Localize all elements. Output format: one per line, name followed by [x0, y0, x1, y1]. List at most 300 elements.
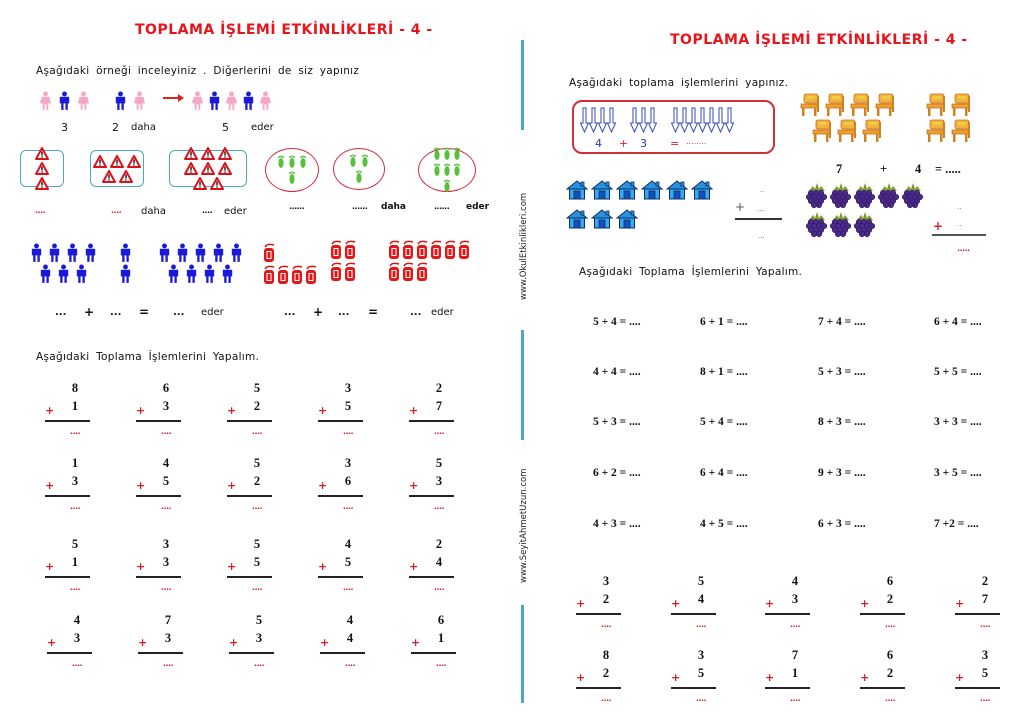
boy-figure-icon	[83, 243, 98, 262]
addend-bottom: 3	[164, 631, 172, 645]
answer-blank[interactable]: ....	[433, 427, 445, 436]
houses-sum-line	[735, 218, 782, 220]
answer-blank[interactable]: ....	[69, 427, 81, 436]
right-instruction-1: Aşağıdaki toplama işlemlerini yapınız.	[569, 77, 789, 89]
addend-bottom: 2	[886, 666, 894, 680]
answer-blank[interactable]: ....	[160, 583, 172, 592]
chair-icon	[836, 119, 858, 143]
arrow-group	[671, 107, 734, 133]
footprint-icon	[361, 154, 369, 169]
vertical-addition-problem	[136, 381, 196, 447]
addend-bottom: 1	[791, 666, 799, 680]
houses-group	[566, 180, 716, 229]
sum-line	[318, 495, 363, 497]
plus-sign: +	[955, 597, 965, 610]
example-group-2	[113, 91, 147, 110]
plus-sign: +	[227, 404, 237, 417]
answer-blank[interactable]: ....	[884, 620, 896, 629]
footprint-eder: eder	[466, 202, 490, 212]
arrow-box-plus: +	[619, 137, 629, 150]
answer-blank[interactable]: ....	[695, 620, 707, 629]
warning-triangle-icon	[184, 162, 198, 175]
people-group-3	[155, 243, 245, 283]
down-arrow-icon	[716, 107, 725, 133]
addend-top: 2	[435, 381, 443, 395]
people-blank-sum[interactable]: ...	[173, 307, 185, 318]
answer-blank[interactable]: ....	[979, 620, 991, 629]
addend-top: 3	[344, 456, 352, 470]
down-arrow-icon	[598, 107, 607, 133]
boy-figure-icon	[118, 264, 133, 283]
extinguisher-group-2	[330, 240, 366, 282]
horizontal-addition-problem[interactable]: 5 + 3 = ....	[593, 416, 641, 428]
right-instruction-2: Aşağıdaki Toplama İşlemlerini Yapalım.	[579, 266, 803, 278]
chairs-b: 4	[915, 162, 922, 176]
down-arrow-icon	[689, 107, 698, 133]
warning-triangle-icon	[210, 177, 224, 190]
warning-triangle-icon	[193, 177, 207, 190]
arrow-box-equals: =	[670, 137, 680, 150]
boy-figure-icon	[175, 243, 190, 262]
addend-top: 1	[71, 456, 79, 470]
down-arrow-icon	[680, 107, 689, 133]
side-text-seyitahmetuzun: www.SeyitAhmetUzun.com	[519, 468, 529, 583]
answer-blank[interactable]: ....	[435, 659, 447, 668]
chair-icon	[950, 93, 972, 117]
answer-blank[interactable]: ....	[884, 694, 896, 703]
warning-triangle-icon	[184, 147, 198, 160]
horizontal-addition-problem[interactable]: 4 + 4 = ....	[593, 366, 641, 378]
addend-top: 4	[791, 574, 799, 588]
footprint-icon	[443, 147, 451, 162]
answer-blank[interactable]: ....	[342, 502, 354, 511]
horizontal-addition-problem[interactable]: 8 + 1 = ....	[700, 366, 748, 378]
house-icon	[666, 180, 688, 200]
vertical-addition-problem	[45, 456, 105, 522]
footprint-icon	[288, 155, 296, 170]
horizontal-addition-problem[interactable]: 6 + 4 = ....	[700, 467, 748, 479]
down-arrow-icon	[607, 107, 616, 133]
warning-eder: eder	[224, 206, 247, 217]
plus-sign: +	[409, 404, 419, 417]
horizontal-addition-problem[interactable]: 5 + 4 = ....	[593, 316, 641, 328]
boy-figure-icon	[202, 264, 217, 283]
sum-line	[320, 652, 365, 654]
left-page-title: TOPLAMA İŞLEMİ ETKİNLİKLERİ - 4 -	[135, 22, 433, 38]
chair-icon	[824, 93, 846, 117]
left-instruction-2: Aşağıdaki Toplama İşlemlerini Yapalım.	[36, 351, 260, 363]
addend-top: 6	[886, 574, 894, 588]
arrow-box-b: 3	[640, 137, 647, 150]
page-divider-top	[521, 40, 524, 130]
vertical-addition-problem	[318, 456, 378, 522]
sum-line	[229, 652, 274, 654]
extinguisher-blank-b[interactable]: ...	[338, 307, 350, 318]
sum-line	[318, 576, 363, 578]
plus-sign: +	[45, 404, 55, 417]
footprint-ellipse-1	[265, 148, 319, 192]
addend-top: 4	[73, 613, 81, 627]
footprint-blank-sum[interactable]: ......	[434, 202, 450, 211]
sum-line	[136, 576, 181, 578]
page-divider-middle	[521, 330, 524, 440]
footprint-icon	[453, 163, 461, 178]
horizontal-addition-problem[interactable]: 5 + 3 = ....	[818, 366, 866, 378]
warning-triangle-icon	[218, 147, 232, 160]
answer-blank[interactable]: ....	[979, 694, 991, 703]
fire-extinguisher-icon	[416, 240, 429, 260]
answer-blank[interactable]: ....	[789, 694, 801, 703]
vertical-addition-problem	[765, 648, 825, 714]
boy-figure-icon	[38, 264, 53, 283]
sum-line	[576, 687, 621, 689]
boy-figure-icon	[207, 91, 222, 110]
extinguisher-blank-a[interactable]: ...	[284, 307, 296, 318]
addend-top: 6	[162, 381, 170, 395]
blackberry-icon	[830, 183, 852, 209]
answer-blank[interactable]: ....	[433, 583, 445, 592]
plus-sign: +	[860, 671, 870, 684]
horizontal-addition-problem[interactable]: 5 + 5 = ....	[934, 366, 982, 378]
blackberry-icon	[830, 212, 852, 238]
down-arrow-icon	[671, 107, 680, 133]
sum-line	[860, 613, 905, 615]
addend-bottom: 2	[602, 666, 610, 680]
addend-bottom: 7	[435, 399, 443, 413]
fire-extinguisher-icon	[291, 265, 304, 285]
plus-sign: +	[136, 560, 146, 573]
plus-sign: +	[671, 671, 681, 684]
people-group-2	[117, 243, 133, 283]
footprint-icon	[453, 147, 461, 162]
fire-extinguisher-icon	[458, 240, 471, 260]
footprint-icon	[443, 179, 451, 194]
addend-top: 4	[346, 613, 354, 627]
footprint-icon	[288, 171, 296, 186]
boy-figure-icon	[56, 264, 71, 283]
answer-blank[interactable]: ....	[251, 502, 263, 511]
boy-figure-icon	[74, 264, 89, 283]
addend-bottom: 3	[435, 474, 443, 488]
house-icon	[566, 209, 588, 229]
footprint-icon	[299, 155, 307, 170]
example-group-1	[38, 91, 91, 110]
down-arrow-icon	[698, 107, 707, 133]
addend-top: 3	[697, 648, 705, 662]
boy-figure-icon	[118, 243, 133, 262]
addend-top: 4	[344, 537, 352, 551]
blackberry-icon	[854, 212, 876, 238]
fire-extinguisher-icon	[416, 262, 429, 282]
vertical-addition-problem	[45, 381, 105, 447]
blackberry-icon	[878, 183, 900, 209]
chairs-a: 7	[836, 162, 843, 176]
vertical-addition-problem	[227, 381, 287, 447]
answer-blank[interactable]: ....	[160, 502, 172, 511]
addend-top: 3	[344, 381, 352, 395]
horizontal-addition-problem[interactable]: 7 + 4 = ....	[818, 316, 866, 328]
answer-blank[interactable]: ....	[251, 427, 263, 436]
plus-sign: +	[765, 597, 775, 610]
fire-extinguisher-icon	[263, 265, 276, 285]
sum-line	[227, 576, 272, 578]
fire-extinguisher-icon	[388, 240, 401, 260]
extinguisher-blank-sum[interactable]: ...	[410, 307, 422, 318]
vertical-addition-problem	[318, 537, 378, 603]
people-plus: +	[84, 305, 95, 319]
horizontal-addition-problem[interactable]: 6 + 3 = ....	[818, 518, 866, 530]
answer-blank[interactable]: ....	[789, 620, 801, 629]
plus-sign: +	[136, 404, 146, 417]
warning-triangle-icon	[119, 170, 133, 183]
addend-top: 5	[435, 456, 443, 470]
horizontal-addition-problem[interactable]: 5 + 4 = ....	[700, 416, 748, 428]
people-blank-a[interactable]: ...	[55, 307, 67, 318]
warning-triangle-icon	[218, 162, 232, 175]
sum-line	[138, 652, 183, 654]
blackberry-answer-blank[interactable]: .....	[957, 244, 970, 253]
answer-blank[interactable]: ....	[695, 694, 707, 703]
horizontal-addition-problem[interactable]: 6 + 4 = ....	[934, 316, 982, 328]
boy-figure-icon	[229, 243, 244, 262]
vertical-addition-problem	[318, 381, 378, 447]
addend-top: 8	[602, 648, 610, 662]
arrow-head-icon	[178, 94, 184, 102]
fire-extinguisher-icon	[402, 262, 415, 282]
answer-blank[interactable]: ....	[251, 583, 263, 592]
warning-triangle-icon	[127, 155, 141, 168]
houses-answer-blank[interactable]: ...	[758, 232, 765, 240]
house-icon	[691, 180, 713, 200]
boy-figure-icon	[166, 264, 181, 283]
warning-triangle-icon	[201, 162, 215, 175]
addend-top: 7	[791, 648, 799, 662]
vertical-addition-problem	[576, 648, 636, 714]
answer-blank[interactable]: ....	[69, 502, 81, 511]
plus-sign: +	[45, 560, 55, 573]
warning-daha: daha	[141, 206, 166, 217]
addend-bottom: 7	[981, 592, 989, 606]
sum-line	[409, 495, 454, 497]
answer-blank[interactable]: ....	[160, 427, 172, 436]
addend-top: 6	[886, 648, 894, 662]
vertical-addition-problem	[671, 574, 731, 640]
plus-sign: +	[318, 560, 328, 573]
example-label-sum: 5	[222, 121, 229, 134]
page-divider-bottom	[521, 605, 524, 703]
fire-extinguisher-icon	[430, 240, 443, 260]
addend-top: 3	[981, 648, 989, 662]
warning-triangle-icon	[93, 155, 107, 168]
vertical-addition-problem	[955, 574, 1015, 640]
chairs-group-2	[922, 93, 974, 143]
horizontal-addition-problem[interactable]: 8 + 3 = ....	[818, 416, 866, 428]
girl-figure-icon	[38, 91, 53, 110]
warning-box-1	[20, 150, 64, 187]
vertical-addition-problem	[671, 648, 731, 714]
footprint-blank-a[interactable]: ......	[289, 202, 305, 211]
plus-sign: +	[45, 479, 55, 492]
extinguisher-eder: eder	[431, 307, 454, 318]
example-label-a: 3	[61, 121, 68, 134]
sum-line	[671, 613, 716, 615]
blackberry-icon	[806, 212, 828, 238]
sum-line	[411, 652, 456, 654]
horizontal-addition-problem[interactable]: 7 +2 = ....	[934, 518, 979, 530]
plus-sign: +	[576, 671, 586, 684]
sum-line	[45, 420, 90, 422]
addend-top: 7	[164, 613, 172, 627]
warning-blank-a[interactable]: ....	[35, 206, 46, 215]
vertical-addition-problem	[409, 381, 469, 447]
plus-sign: +	[320, 636, 330, 649]
plus-sign: +	[860, 597, 870, 610]
houses-plus: +	[735, 200, 746, 214]
horizontal-addition-problem[interactable]: 6 + 2 = ....	[593, 467, 641, 479]
plus-sign: +	[47, 636, 57, 649]
sum-line	[765, 687, 810, 689]
fire-extinguisher-icon	[402, 240, 415, 260]
girl-figure-icon	[132, 91, 147, 110]
vertical-addition-problem	[765, 574, 825, 640]
footprint-icon	[349, 154, 357, 169]
addend-bottom: 5	[162, 474, 170, 488]
answer-blank[interactable]: ....	[600, 620, 612, 629]
chair-icon	[925, 119, 947, 143]
addend-bottom: 3	[791, 592, 799, 606]
warning-blank-sum[interactable]: ....	[202, 206, 213, 215]
vertical-addition-problem	[411, 613, 471, 679]
fire-extinguisher-icon	[330, 262, 343, 282]
addend-bottom: 1	[437, 631, 445, 645]
answer-blank[interactable]: ....	[342, 583, 354, 592]
vertical-addition-problem	[45, 537, 105, 603]
example-daha: daha	[131, 122, 156, 133]
houses-top-blank[interactable]: ..	[760, 186, 765, 194]
example-eder: eder	[251, 122, 274, 133]
boy-figure-icon	[184, 264, 199, 283]
addend-bottom: 1	[71, 399, 79, 413]
people-group-1	[26, 243, 101, 283]
answer-blank[interactable]: ....	[69, 583, 81, 592]
footprint-ellipse-2	[333, 148, 385, 190]
horizontal-addition-problem[interactable]: 3 + 5 = ....	[934, 467, 982, 479]
side-text-okuletkinlikleri: www.OkulEtkinlikleri.com	[519, 192, 529, 300]
down-arrow-icon	[630, 107, 639, 133]
horizontal-addition-problem[interactable]: 6 + 1 = ....	[700, 316, 748, 328]
footprint-icon	[433, 163, 441, 178]
addend-top: 6	[437, 613, 445, 627]
chairs-equals-blank[interactable]: = .....	[935, 162, 961, 176]
blackberry-mid-blank[interactable]: ..	[957, 220, 962, 228]
right-page-title: TOPLAMA İŞLEMİ ETKİNLİKLERİ - 4 -	[670, 32, 968, 48]
down-arrow-icon	[707, 107, 716, 133]
plus-sign: +	[229, 636, 239, 649]
addend-top: 5	[255, 613, 263, 627]
fire-extinguisher-icon	[263, 243, 276, 263]
addend-bottom: 3	[71, 474, 79, 488]
blackberry-top-blank[interactable]: ..	[957, 203, 962, 211]
vertical-addition-problem	[409, 456, 469, 522]
horizontal-addition-problem[interactable]: 4 + 5 = ....	[700, 518, 748, 530]
footprint-icon	[443, 163, 451, 178]
plus-sign: +	[409, 479, 419, 492]
addend-top: 5	[253, 537, 261, 551]
plus-sign: +	[765, 671, 775, 684]
blackberry-icon	[902, 183, 924, 209]
arrow-box	[572, 100, 775, 154]
sum-line	[47, 652, 92, 654]
answer-blank[interactable]: ....	[433, 502, 445, 511]
vertical-addition-problem	[227, 456, 287, 522]
warning-triangle-icon	[110, 155, 124, 168]
boy-figure-icon	[220, 264, 235, 283]
house-icon	[641, 180, 663, 200]
addend-bottom: 3	[255, 631, 263, 645]
addend-bottom: 2	[253, 399, 261, 413]
down-arrow-icon	[639, 107, 648, 133]
horizontal-addition-problem[interactable]: 9 + 3 = ....	[818, 467, 866, 479]
addend-bottom: 3	[162, 399, 170, 413]
fire-extinguisher-icon	[344, 262, 357, 282]
vertical-addition-problem	[576, 574, 636, 640]
sum-line	[136, 420, 181, 422]
answer-blank[interactable]: ....	[162, 659, 174, 668]
vertical-addition-problem	[409, 537, 469, 603]
house-icon	[616, 209, 638, 229]
plus-sign: +	[409, 560, 419, 573]
people-eder: eder	[201, 307, 224, 318]
addend-bottom: 4	[697, 592, 705, 606]
horizontal-addition-problem[interactable]: 3 + 3 = ....	[934, 416, 982, 428]
answer-blank[interactable]: ....	[344, 659, 356, 668]
sum-line	[955, 687, 1000, 689]
addend-bottom: 2	[253, 474, 261, 488]
warning-blank-b[interactable]: ....	[111, 206, 122, 215]
footprint-blank-b[interactable]: ......	[352, 202, 368, 211]
sum-line	[860, 687, 905, 689]
answer-blank[interactable]: ....	[342, 427, 354, 436]
fire-extinguisher-icon	[305, 265, 318, 285]
plus-sign: +	[318, 479, 328, 492]
footprint-icon	[277, 155, 285, 170]
vertical-addition-problem	[860, 574, 920, 640]
horizontal-addition-problem[interactable]: 4 + 3 = ....	[593, 518, 641, 530]
answer-blank[interactable]: ....	[71, 659, 83, 668]
sum-line	[136, 495, 181, 497]
arrow-group	[630, 107, 657, 133]
plus-sign: +	[136, 479, 146, 492]
footprint-icon	[355, 170, 363, 185]
sum-line	[227, 420, 272, 422]
sum-line	[318, 420, 363, 422]
house-icon	[566, 180, 588, 200]
people-blank-b[interactable]: ...	[110, 307, 122, 318]
sum-line	[227, 495, 272, 497]
chair-icon	[811, 119, 833, 143]
warning-box-2	[90, 150, 144, 187]
chair-icon	[874, 93, 896, 117]
houses-mid-blank[interactable]: ...	[757, 205, 764, 213]
vertical-addition-problem	[320, 613, 380, 679]
answer-blank[interactable]: ....	[253, 659, 265, 668]
vertical-addition-problem	[138, 613, 198, 679]
arrow-box-blank[interactable]: ........	[686, 137, 707, 146]
plus-sign: +	[411, 636, 421, 649]
addend-bottom: 2	[602, 592, 610, 606]
sum-line	[955, 613, 1000, 615]
answer-blank[interactable]: ....	[600, 694, 612, 703]
